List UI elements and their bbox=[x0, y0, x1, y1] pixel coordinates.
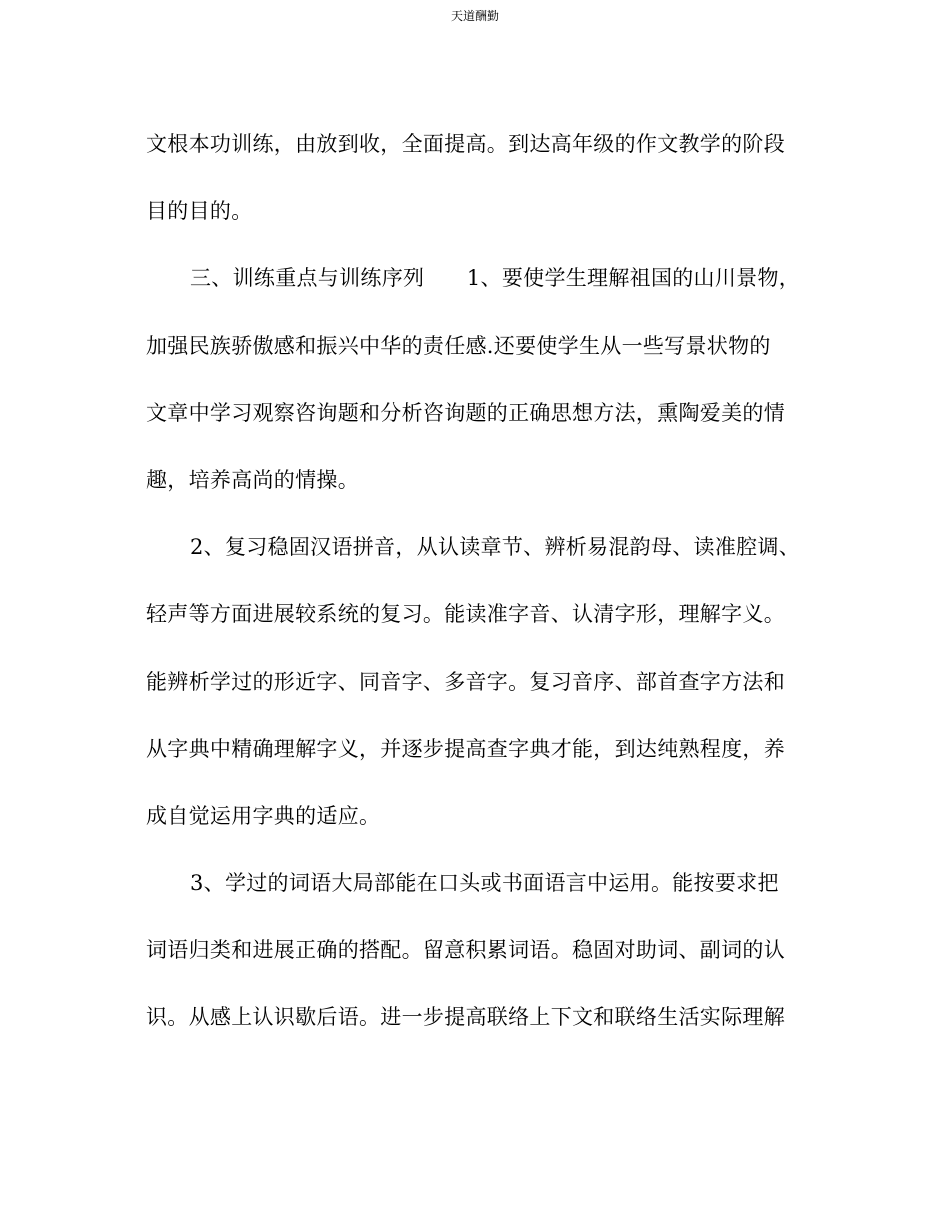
text-line-12: 3、学过的词语大局部能在口头或书面语言中运用。能按要求把 bbox=[190, 871, 779, 896]
text-line-10: 从字典中精确理解字义，并逐步提高查字典才能，到达纯熟程度，养 bbox=[146, 736, 785, 761]
text-line-2: 目的目的。 bbox=[146, 199, 253, 224]
text-line-14: 识。从感上认识歇后语。进一步提高联络上下文和联络生活实际理解 bbox=[146, 1005, 785, 1030]
text-line-11: 成自觉运用字典的适应。 bbox=[146, 803, 381, 828]
text-line-6: 趣，培养高尚的情操。 bbox=[146, 467, 359, 492]
text-line-1: 文根本功训练，由放到收，全面提高。到达高年级的作文教学的阶段 bbox=[146, 132, 785, 156]
text-line-9: 能辨析学过的形近字、同音字、多音字。复习音序、部首查字方法和 bbox=[146, 669, 785, 694]
text-line-5: 文章中学习观察咨询题和分析咨询题的正确思想方法，熏陶爱美的情 bbox=[146, 400, 785, 425]
text-line-13: 词语归类和进展正确的搭配。留意积累词语。稳固对助词、副词的认 bbox=[146, 938, 785, 963]
page-header: 天道酬勤 bbox=[450, 9, 499, 23]
text-line-7: 2、复习稳固汉语拼音，从认读章节、辨析易混韵母、读准腔调、 bbox=[190, 535, 801, 560]
body-text bbox=[146, 121, 826, 1062]
text-line-3: 三、训练重点与训练序列 1、要使学生理解祖国的山川景物， bbox=[190, 266, 801, 291]
text-line-8: 轻声等方面进展较系统的复习。能读准字音、认清字形，理解字义。 bbox=[146, 602, 785, 627]
text-line-4: 加强民族骄傲感和振兴中华的责任感.还要使学生从一些写景状物的 bbox=[146, 333, 771, 358]
